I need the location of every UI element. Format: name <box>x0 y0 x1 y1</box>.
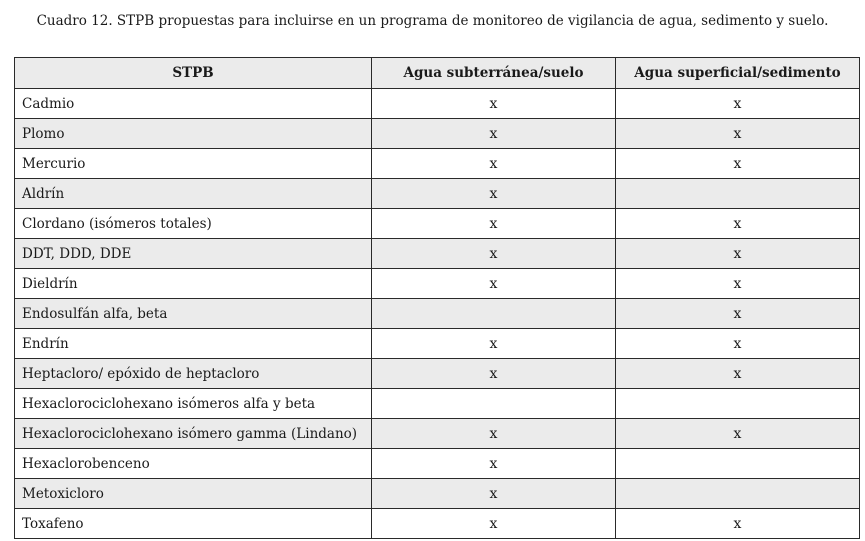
table-row <box>15 509 860 539</box>
substance-name: Hexaclorociclohexano isómeros alfa y beta <box>15 389 372 419</box>
surface-water-sediment-mark: x <box>616 359 860 389</box>
surface-water-sediment-mark <box>616 389 860 419</box>
surface-water-sediment-mark <box>616 449 860 479</box>
header-surface-water-sediment: Agua superficial/sedimento <box>616 58 860 89</box>
groundwater-soil-mark: x <box>372 479 616 509</box>
substance-name: Endosulfán alfa, beta <box>15 299 372 329</box>
substance-name: Metoxicloro <box>15 479 372 509</box>
groundwater-soil-mark: x <box>372 359 616 389</box>
substance-name: Plomo <box>15 119 372 149</box>
table-row <box>15 359 860 389</box>
surface-water-sediment-mark: x <box>616 509 860 539</box>
surface-water-sediment-mark: x <box>616 299 860 329</box>
table-row <box>15 89 860 119</box>
surface-water-sediment-mark: x <box>616 149 860 179</box>
table-row <box>15 479 860 509</box>
groundwater-soil-mark: x <box>372 329 616 359</box>
table-row <box>15 209 860 239</box>
table-row <box>15 179 860 209</box>
surface-water-sediment-mark: x <box>616 119 860 149</box>
groundwater-soil-mark: x <box>372 509 616 539</box>
surface-water-sediment-mark: x <box>616 329 860 359</box>
groundwater-soil-mark: x <box>372 179 616 209</box>
groundwater-soil-mark: x <box>372 149 616 179</box>
surface-water-sediment-mark: x <box>616 239 860 269</box>
groundwater-soil-mark: x <box>372 419 616 449</box>
surface-water-sediment-mark <box>616 179 860 209</box>
substance-name: Cadmio <box>15 89 372 119</box>
table-row <box>15 449 860 479</box>
substance-name: Mercurio <box>15 149 372 179</box>
substance-name: Hexaclorociclohexano isómero gamma (Lindano) <box>15 419 372 449</box>
table-row <box>15 329 860 359</box>
groundwater-soil-mark: x <box>372 239 616 269</box>
substance-name: Toxafeno <box>15 509 372 539</box>
surface-water-sediment-mark: x <box>616 89 860 119</box>
surface-water-sediment-mark: x <box>616 419 860 449</box>
surface-water-sediment-mark: x <box>616 269 860 299</box>
groundwater-soil-mark: x <box>372 449 616 479</box>
groundwater-soil-mark: x <box>372 119 616 149</box>
substance-name: Heptacloro/ epóxido de heptacloro <box>15 359 372 389</box>
header-stpb: STPB <box>15 58 372 89</box>
substance-name: Clordano (isómeros totales) <box>15 209 372 239</box>
stpb-table <box>14 57 860 539</box>
table-row <box>15 239 860 269</box>
groundwater-soil-mark: x <box>372 209 616 239</box>
table-row <box>15 149 860 179</box>
table-row <box>15 119 860 149</box>
substance-name: Endrín <box>15 329 372 359</box>
table-row <box>15 389 860 419</box>
groundwater-soil-mark <box>372 299 616 329</box>
table-header-row <box>15 58 860 89</box>
groundwater-soil-mark: x <box>372 89 616 119</box>
groundwater-soil-mark <box>372 389 616 419</box>
surface-water-sediment-mark: x <box>616 209 860 239</box>
table-row <box>15 269 860 299</box>
substance-name: Aldrín <box>15 179 372 209</box>
header-groundwater-soil: Agua subterránea/suelo <box>372 58 616 89</box>
table-caption: Cuadro 12. STPB propuestas para incluirse en un programa de monitoreo de vigilancia de agua, sedimento y suelo. <box>36 13 829 29</box>
table-row <box>15 419 860 449</box>
substance-name: Dieldrín <box>15 269 372 299</box>
substance-name: Hexaclorobenceno <box>15 449 372 479</box>
groundwater-soil-mark: x <box>372 269 616 299</box>
substance-name: DDT, DDD, DDE <box>15 239 372 269</box>
surface-water-sediment-mark <box>616 479 860 509</box>
table-row <box>15 299 860 329</box>
